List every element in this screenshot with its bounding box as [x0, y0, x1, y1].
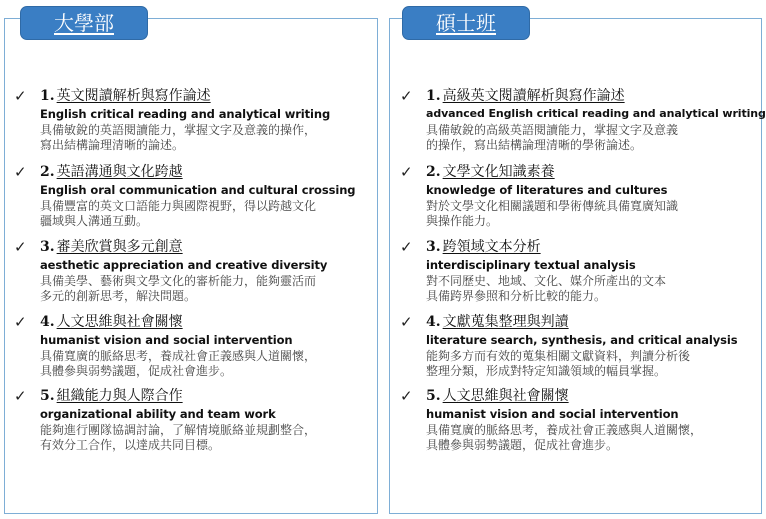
- item-english-title: English oral communication and cultural crossing: [40, 183, 356, 197]
- item-description: 對不同歷史、地域、文化、媒介所產出的文本 具備跨界參照和分析比較的能力。: [426, 274, 667, 303]
- item-description: 具備豐富的英文口語能力與國際視野，得以跨越文化 疆域與人溝通互動。: [40, 199, 317, 228]
- item-description: 具備敏銳的英語閱讀能力，掌握文字及意義的操作， 寫出結構論理清晰的論述。: [40, 123, 317, 152]
- checkmark-icon: ✓: [14, 87, 27, 105]
- item-title: 跨領域文本分析: [442, 239, 541, 255]
- item-description: 具備美學、藝術與文學文化的審析能力，能夠靈活而 多元的創新思考，解決問題。: [40, 274, 317, 303]
- item-number: 2.: [426, 164, 441, 180]
- item-description: 能夠進行團隊協調討論，了解情境脈絡並規劃整合， 有效分工合作，以達成共同目標。: [40, 423, 317, 452]
- item-title: 文學文化知識素養: [442, 164, 555, 180]
- item-description: 具備寬廣的脈絡思考，養成社會正義感與人道關懷， 具體參與弱勢議題，促成社會進步。: [426, 423, 703, 452]
- item-description: 對於文學文化相關議題和學術傳統具備寬廣知識 與操作能力。: [426, 199, 679, 228]
- item-description: 能夠多方而有效的蒐集相關文獻資料，判讀分析後 整理分類，形成對特定知識領域的幅員掌握。: [426, 349, 691, 378]
- checkmark-icon: ✓: [14, 238, 27, 256]
- item-number: 1.: [40, 88, 55, 104]
- item-title: 人文思維與社會關懷: [442, 388, 569, 404]
- item-number: 5.: [426, 388, 441, 404]
- item-title: 英語溝通與文化跨越: [56, 164, 183, 180]
- item-number: 1.: [426, 88, 441, 104]
- checkmark-icon: ✓: [400, 313, 413, 331]
- item-number: 5.: [40, 388, 55, 404]
- item-english-title: English critical reading and analytical writing: [40, 107, 331, 121]
- item-title: 英文閱讀解析與寫作論述: [56, 88, 211, 104]
- item-description: 具備敏銳的高級英語閱讀能力，掌握文字及意義 的操作，寫出結構論理清晰的學術論述。: [426, 123, 679, 152]
- item-english-title: literature search, synthesis, and critical analysis: [426, 333, 738, 347]
- item-english-title: humanist vision and social intervention: [40, 333, 293, 347]
- checkmark-icon: ✓: [400, 387, 413, 405]
- checkmark-icon: ✓: [400, 87, 413, 105]
- item-title: 組織能力與人際合作: [56, 388, 183, 404]
- item-number: 2.: [40, 164, 55, 180]
- item-title: 審美欣賞與多元創意: [56, 239, 183, 255]
- checkmark-icon: ✓: [400, 163, 413, 181]
- item-english-title: aesthetic appreciation and creative diversity: [40, 258, 328, 272]
- item-title: 人文思維與社會關懷: [56, 314, 183, 330]
- tab-graduate[interactable]: 碩士班: [402, 6, 530, 40]
- checkmark-icon: ✓: [14, 387, 27, 405]
- item-description: 具備寬廣的脈絡思考，養成社會正義感與人道關懷， 具體參與弱勢議題，促成社會進步。: [40, 349, 317, 378]
- item-number: 3.: [426, 239, 441, 255]
- checkmark-icon: ✓: [14, 163, 27, 181]
- item-english-title: interdisciplinary textual analysis: [426, 258, 636, 272]
- item-title: 高級英文閱讀解析與寫作論述: [442, 88, 625, 104]
- item-title: 文獻蒐集整理與判讀: [442, 314, 569, 330]
- item-number: 4.: [426, 314, 441, 330]
- item-number: 3.: [40, 239, 55, 255]
- checkmark-icon: ✓: [14, 313, 27, 331]
- item-english-title: knowledge of literatures and cultures: [426, 183, 668, 197]
- checkmark-icon: ✓: [400, 238, 413, 256]
- item-number: 4.: [40, 314, 55, 330]
- tab-undergraduate[interactable]: 大學部: [20, 6, 148, 40]
- item-english-title: advanced English critical reading and analytical writing: [426, 107, 766, 120]
- item-english-title: organizational ability and team work: [40, 407, 276, 421]
- item-english-title: humanist vision and social intervention: [426, 407, 679, 421]
